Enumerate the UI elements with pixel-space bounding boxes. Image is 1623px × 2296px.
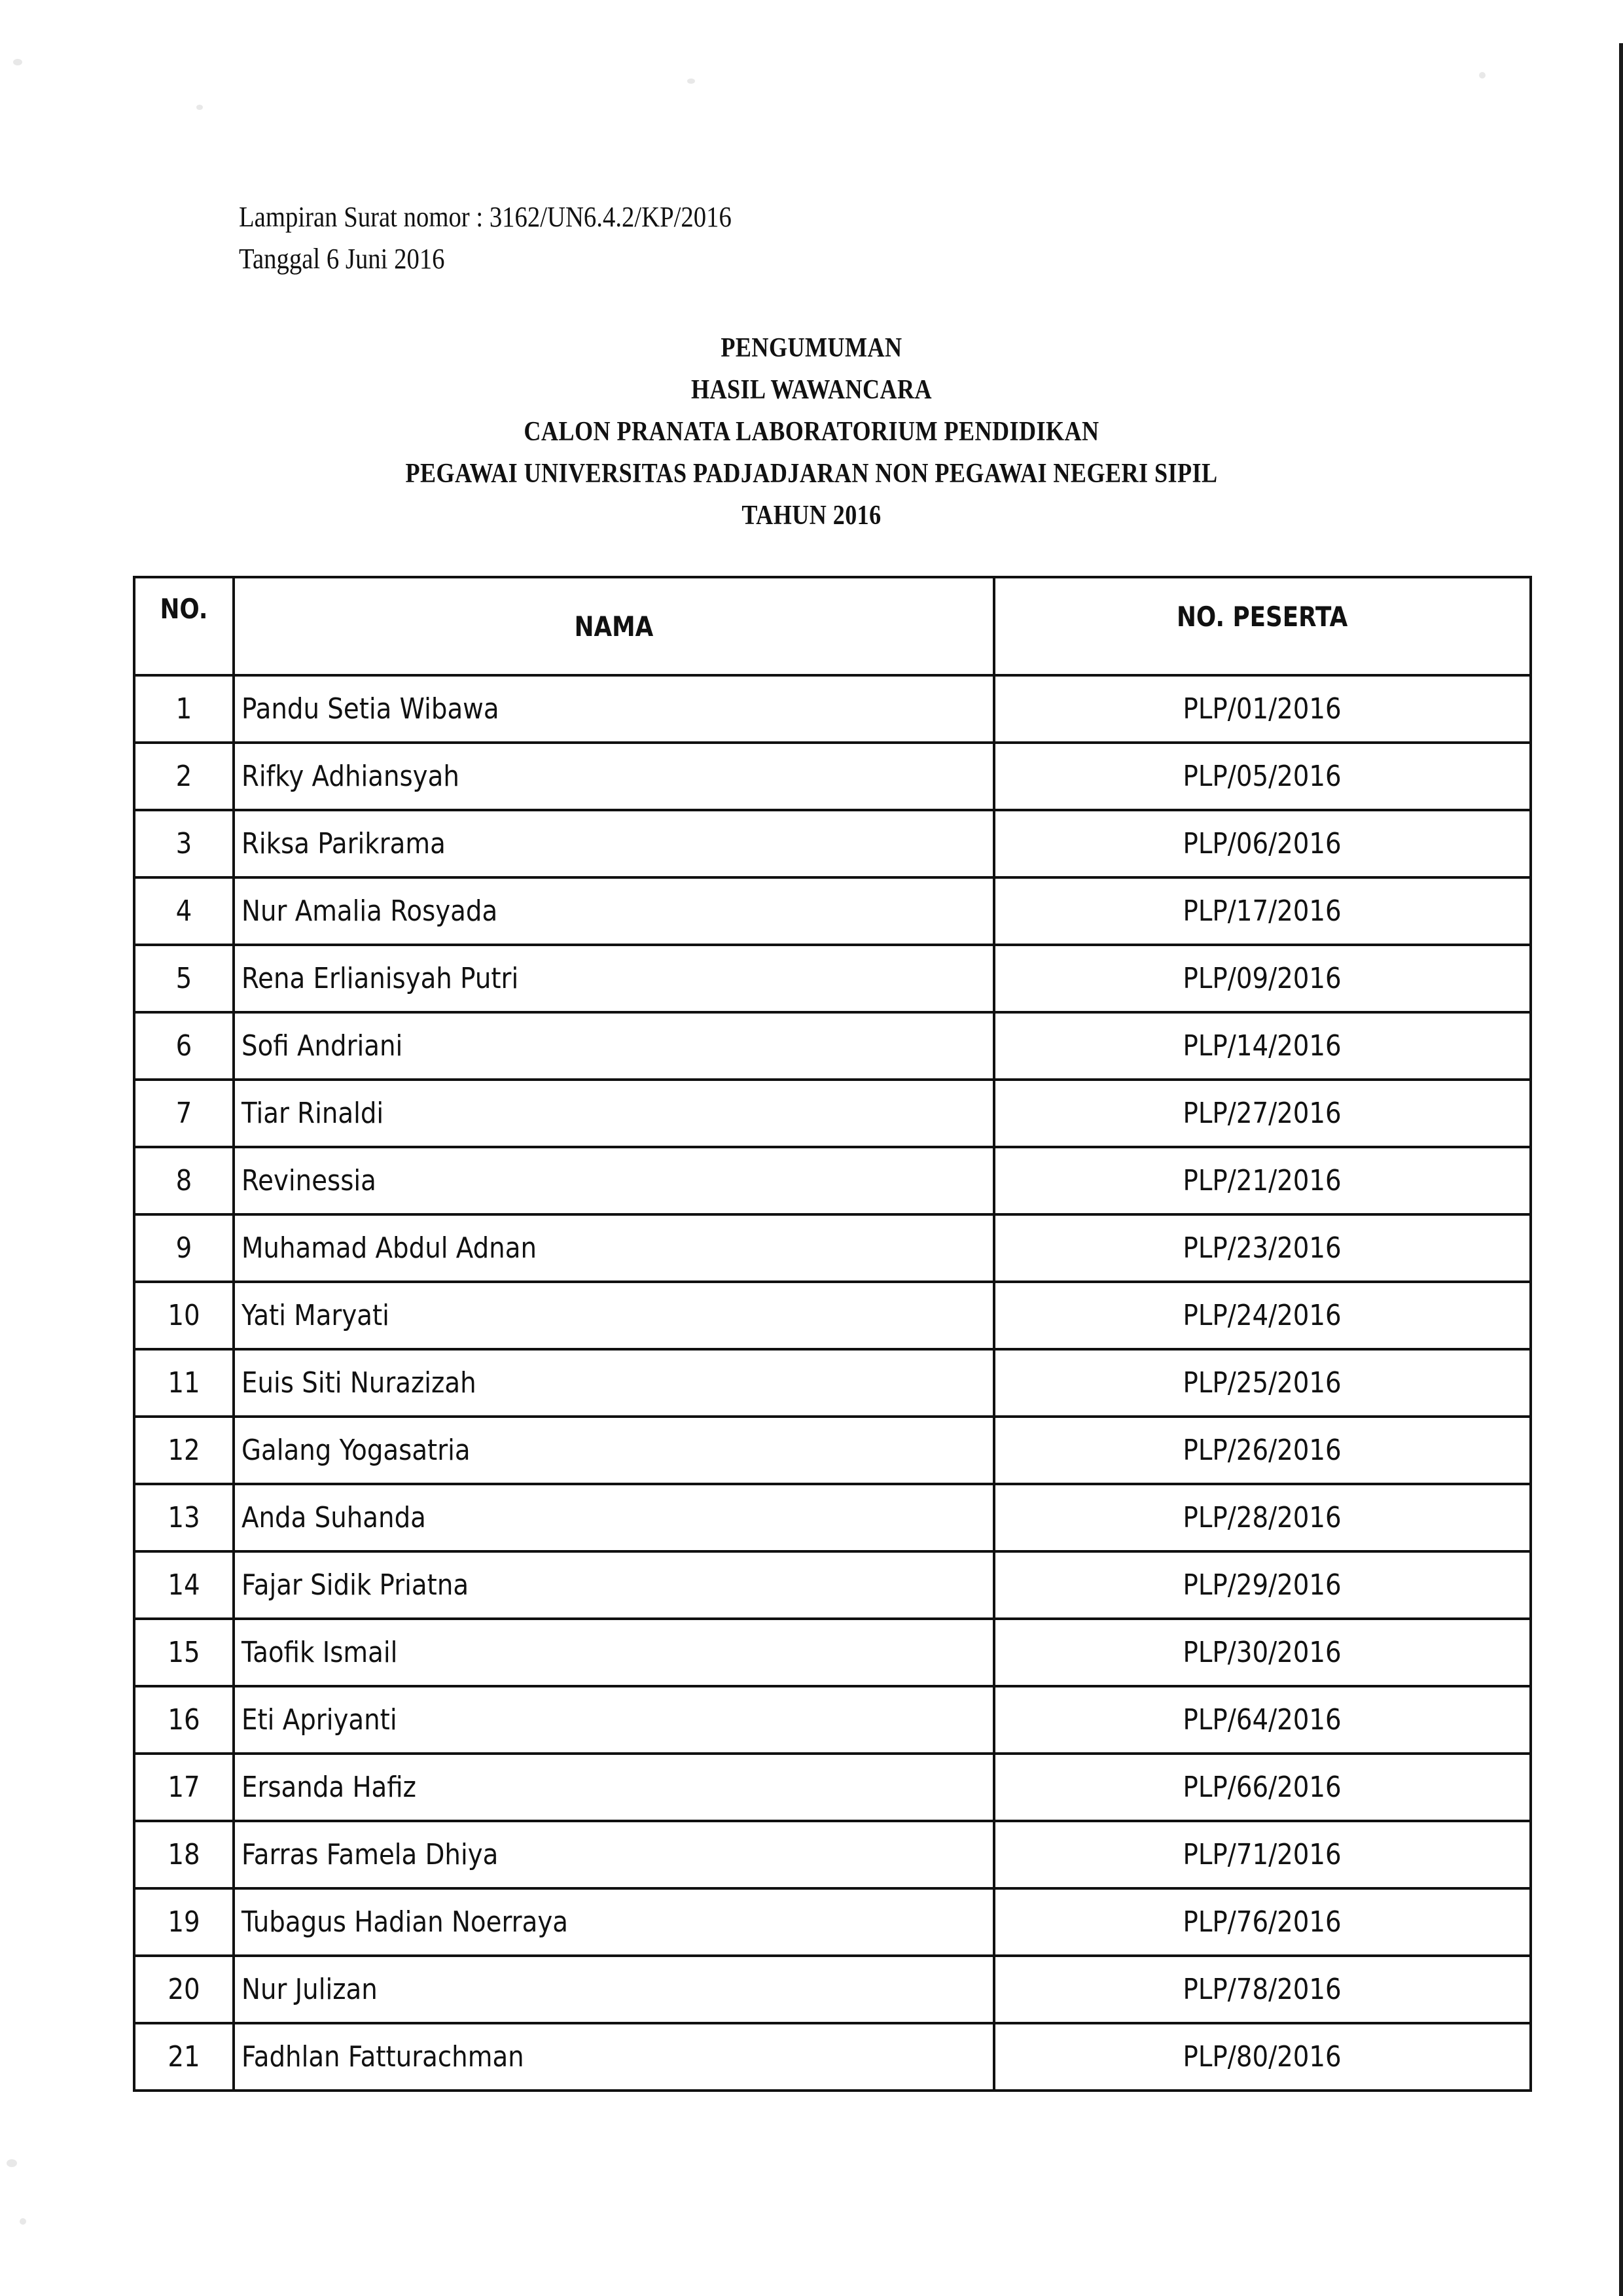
table-row	[134, 1147, 1531, 1214]
scan-speckle	[20, 2218, 26, 2225]
table-row	[134, 1417, 1531, 1484]
table-row	[134, 2023, 1531, 2091]
row-number: 13	[134, 1484, 234, 1551]
header-name: NAMA	[234, 577, 994, 675]
letter-reference	[239, 196, 732, 280]
participant-name: Rena Erlianisyah Putri	[234, 945, 994, 1012]
table-row	[134, 1956, 1531, 2023]
participant-number: PLP/25/2016	[994, 1349, 1531, 1417]
participant-name: Revinessia	[234, 1147, 994, 1214]
participant-name: Taofik Ismail	[234, 1619, 994, 1686]
participant-number: PLP/17/2016	[994, 877, 1531, 945]
row-number: 21	[134, 2023, 234, 2091]
table-row	[134, 1888, 1531, 1956]
participant-number: PLP/66/2016	[994, 1754, 1531, 1821]
results-table	[133, 576, 1532, 2092]
title-line: PENGUMUMAN	[721, 333, 902, 363]
announcement-title	[0, 327, 1623, 537]
participant-name: Sofi Andriani	[234, 1012, 994, 1080]
table-row	[134, 1012, 1531, 1080]
row-number: 18	[134, 1821, 234, 1888]
participant-number: PLP/26/2016	[994, 1417, 1531, 1484]
participant-name: Pandu Setia Wibawa	[234, 675, 994, 743]
participant-number: PLP/71/2016	[994, 1821, 1531, 1888]
table-row	[134, 810, 1531, 877]
row-number: 1	[134, 675, 234, 743]
header-no: NO.	[134, 577, 234, 675]
participant-number: PLP/06/2016	[994, 810, 1531, 877]
table-row	[134, 1080, 1531, 1147]
participant-number: PLP/24/2016	[994, 1282, 1531, 1349]
row-number: 4	[134, 877, 234, 945]
scan-speckle	[196, 105, 203, 110]
header-participant-no: NO. PESERTA	[994, 577, 1531, 675]
participant-name: Tiar Rinaldi	[234, 1080, 994, 1147]
participant-number: PLP/05/2016	[994, 743, 1531, 810]
table-row	[134, 1214, 1531, 1282]
participant-number: PLP/30/2016	[994, 1619, 1531, 1686]
table-row	[134, 743, 1531, 810]
row-number: 10	[134, 1282, 234, 1349]
scan-speckle	[13, 59, 22, 65]
row-number: 14	[134, 1551, 234, 1619]
participant-name: Ersanda Hafiz	[234, 1754, 994, 1821]
table-row	[134, 877, 1531, 945]
row-number: 17	[134, 1754, 234, 1821]
participant-name: Nur Julizan	[234, 1956, 994, 2023]
participant-name: Nur Amalia Rosyada	[234, 877, 994, 945]
title-line: PEGAWAI UNIVERSITAS PADJADJARAN NON PEGAWAI NEGERI SIPIL	[405, 459, 1218, 489]
participant-number: PLP/27/2016	[994, 1080, 1531, 1147]
scan-speckle	[1479, 72, 1486, 79]
participant-number: PLP/23/2016	[994, 1214, 1531, 1282]
scan-speckle	[7, 2159, 17, 2167]
row-number: 7	[134, 1080, 234, 1147]
table-row	[134, 675, 1531, 743]
table-row	[134, 1551, 1531, 1619]
row-number: 2	[134, 743, 234, 810]
table-row	[134, 1686, 1531, 1754]
title-line: CALON PRANATA LABORATORIUM PENDIDIKAN	[524, 417, 1099, 447]
table-row	[134, 1484, 1531, 1551]
participant-name: Farras Famela Dhiya	[234, 1821, 994, 1888]
participant-name: Yati Maryati	[234, 1282, 994, 1349]
table-row	[134, 1349, 1531, 1417]
participant-number: PLP/01/2016	[994, 675, 1531, 743]
row-number: 11	[134, 1349, 234, 1417]
participant-name: Tubagus Hadian Noerraya	[234, 1888, 994, 1956]
participant-number: PLP/28/2016	[994, 1484, 1531, 1551]
table-row	[134, 1754, 1531, 1821]
participant-number: PLP/78/2016	[994, 1956, 1531, 2023]
row-number: 12	[134, 1417, 234, 1484]
table-row	[134, 945, 1531, 1012]
row-number: 15	[134, 1619, 234, 1686]
title-line: TAHUN 2016	[741, 501, 882, 531]
row-number: 3	[134, 810, 234, 877]
participant-number: PLP/29/2016	[994, 1551, 1531, 1619]
table-header-row	[134, 577, 1531, 675]
row-number: 9	[134, 1214, 234, 1282]
participant-number: PLP/76/2016	[994, 1888, 1531, 1956]
row-number: 19	[134, 1888, 234, 1956]
participant-name: Anda Suhanda	[234, 1484, 994, 1551]
participant-name: Eti Apriyanti	[234, 1686, 994, 1754]
participant-name: Muhamad Abdul Adnan	[234, 1214, 994, 1282]
row-number: 5	[134, 945, 234, 1012]
participant-number: PLP/09/2016	[994, 945, 1531, 1012]
title-line: HASIL WAWANCARA	[690, 375, 933, 405]
participant-name: Rifky Adhiansyah	[234, 743, 994, 810]
participant-name: Galang Yogasatria	[234, 1417, 994, 1484]
participant-name: Fadhlan Fatturachman	[234, 2023, 994, 2091]
participant-number: PLP/80/2016	[994, 2023, 1531, 2091]
row-number: 6	[134, 1012, 234, 1080]
letter-date: Tanggal 6 Juni 2016	[239, 243, 445, 275]
table-row	[134, 1282, 1531, 1349]
participant-number: PLP/21/2016	[994, 1147, 1531, 1214]
row-number: 16	[134, 1686, 234, 1754]
participant-name: Fajar Sidik Priatna	[234, 1551, 994, 1619]
participant-number: PLP/14/2016	[994, 1012, 1531, 1080]
participant-name: Riksa Parikrama	[234, 810, 994, 877]
participant-name: Euis Siti Nurazizah	[234, 1349, 994, 1417]
scan-speckle	[687, 79, 695, 84]
table-row	[134, 1821, 1531, 1888]
row-number: 8	[134, 1147, 234, 1214]
row-number: 20	[134, 1956, 234, 2023]
participant-number: PLP/64/2016	[994, 1686, 1531, 1754]
table-row	[134, 1619, 1531, 1686]
letter-number: Lampiran Surat nomor : 3162/UN6.4.2/KP/2016	[239, 201, 732, 233]
